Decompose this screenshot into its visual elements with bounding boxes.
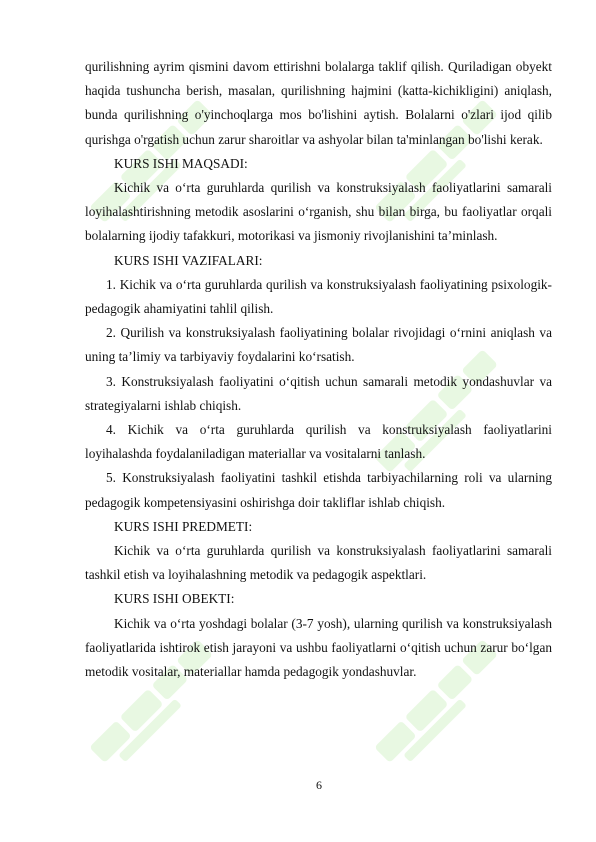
body-paragraph: Kichik va o‘rta guruhlarda qurilish va konstruksiyalash faoliyatlarini samarali tashkil etish va loyihalashning metodik va pedagogik aspektlari. [85,543,552,583]
body-paragraph: qurilishning ayrim qismini davom ettirishni bolalarga taklif qilish. Quriladigan obyekt haqida tushuncha berish, masalan, qurilishning hajmini (katta-kichikligini) aniqlash, bunda qurilishning o'yinchoqlarga mos bo'lishini aytish. Bolalarni o'zlari ijod qilib qurishga o'rgatish uchun zarur sharoitlar va ashyolar bilan ta'minlangan bo'lishi kerak. [85,59,552,147]
page-number: 6 [316,778,322,792]
task-item-3: 3. Konstruksiyalash faoliyatini o‘qitish uchun samarali metodik yondashuvlar va strategiyalarni ishlab chiqish. [85,373,552,413]
section-heading-goal: KURS ISHI MAQSADI: [114,155,248,171]
section-heading-object: KURS ISHI OBEKTI: [114,591,235,607]
task-item-2: 2. Qurilish va konstruksiyalash faoliyatining bolalar rivojidagi o‘rnini aniqlash va uning ta’limiy va tarbiyaviy foydalarini ko‘rsatish. [85,325,552,365]
task-item-4: 4. Kichik va o‘rta guruhlarda qurilish va konstruksiyalash faoliyatlarini loyihalashda foydalaniladigan materiallar va vositalarni tanlash. [85,422,552,462]
section-heading-subject: KURS ISHI PREDMETI: [114,518,253,534]
task-item-5: 5. Konstruksiyalash faoliyatini tashkil etishda tarbiyachilarning roli va ularning pedagogik kompetensiyasini oshirishga doir takliflar ishlab chiqish. [85,470,552,510]
body-paragraph: Kichik va o‘rta guruhlarda qurilish va konstruksiyalash faoliyatlarini samarali loyihalashtirishning metodik asoslarini o‘rganish, shu bilan birga, bu faoliyatlar orqali bolalarning ijodiy tafakkuri, motorikasi va jismoniy rivojlanishini ta’minlash. [85,180,552,244]
section-heading-tasks: KURS ISHI VAZIFALARI: [114,252,263,268]
body-paragraph: Kichik va o‘rta yoshdagi bolalar (3-7 yosh), ularning qurilish va konstruksiyalash faoliyatlarida ishtirok etish jarayoni va ushbu faoliyatlarni o‘qitish uchun zarur bo‘lgan metodik vositalar, materiallar hamda pedagogik yondashuvlar. [85,615,552,680]
task-item-1: 1. Kichik va o‘rta guruhlarda qurilish va konstruksiyalash faoliyatining psixologik-pedagogik ahamiyatini tahlil qilish. [85,276,552,317]
document-body [85,55,552,684]
